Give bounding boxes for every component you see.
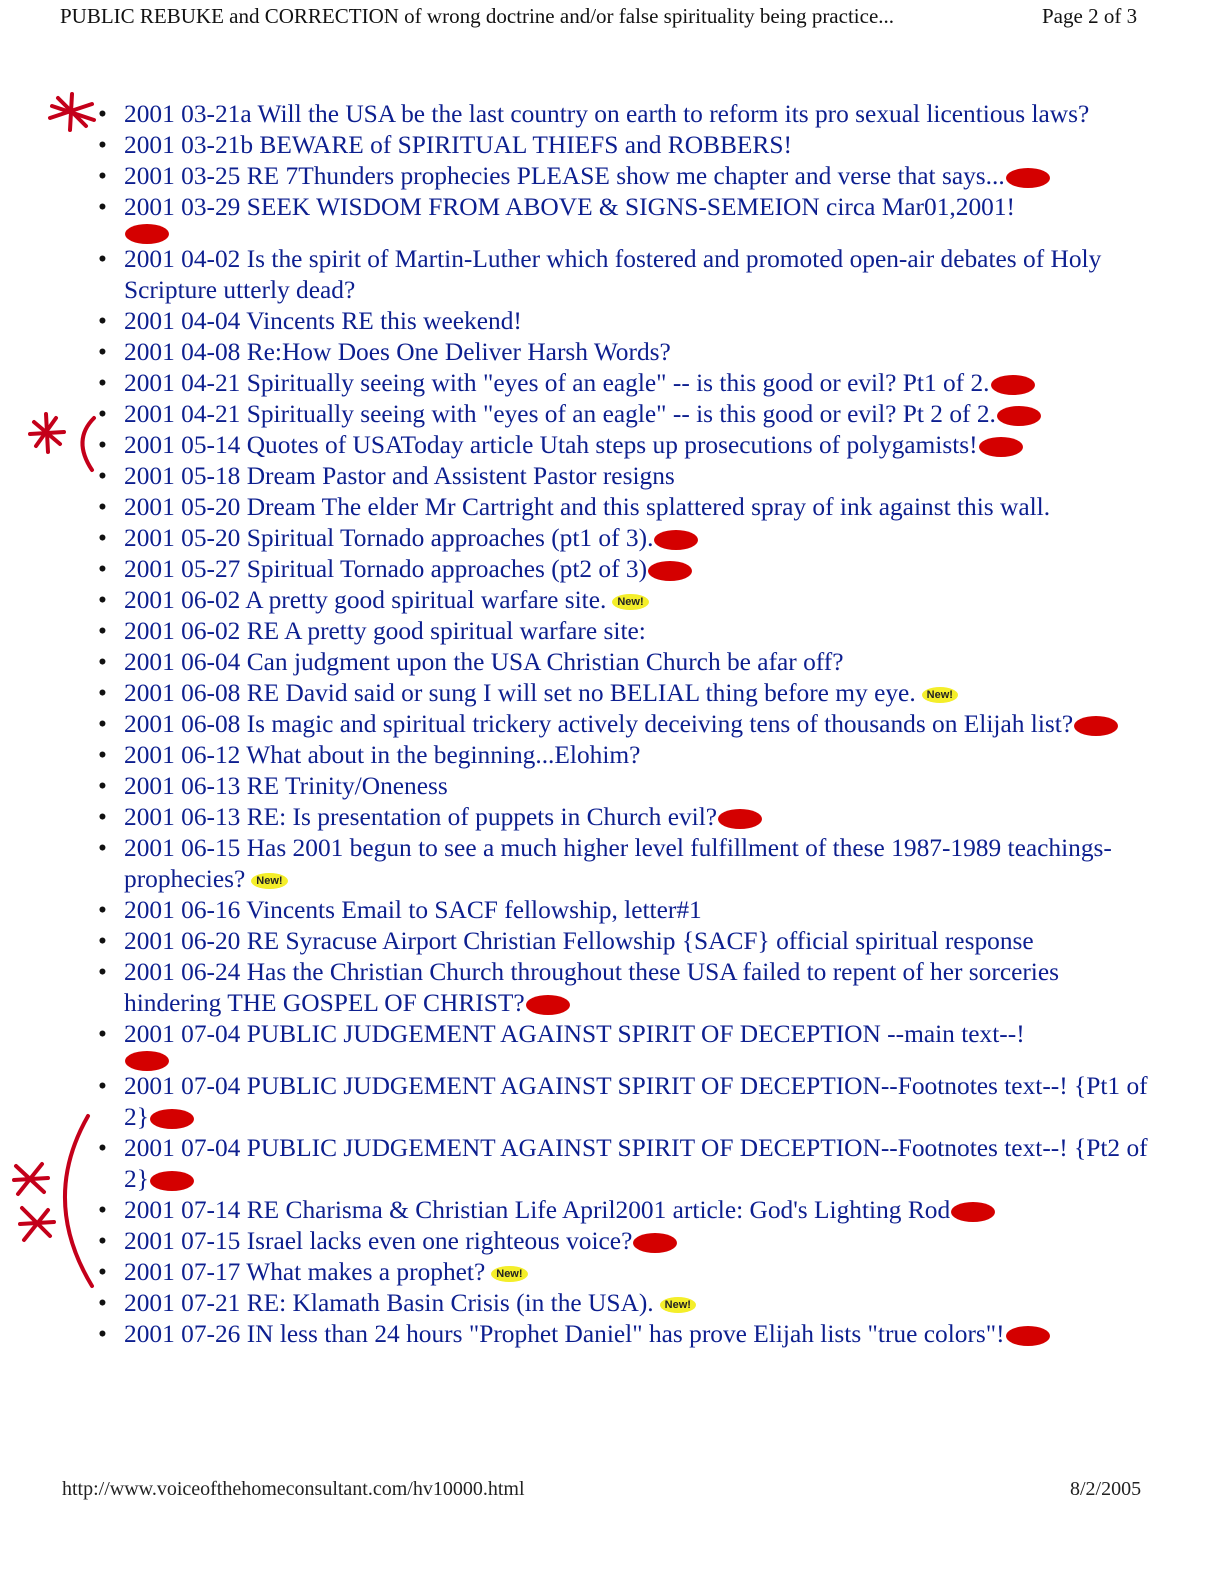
article-link[interactable]: 2001 06-16 Vincents Email to SACF fellowship, letter#1 — [124, 896, 702, 924]
article-link[interactable]: 2001 05-20 Spiritual Tornado approaches (pt1 of 3). — [124, 524, 654, 552]
list-item — [96, 647, 1156, 678]
list-item — [96, 678, 1156, 709]
red-highlight-icon — [526, 995, 570, 1015]
list-item — [96, 1195, 1156, 1226]
red-highlight-icon — [997, 406, 1041, 426]
red-highlight-icon — [150, 1171, 194, 1191]
article-link[interactable]: 2001 03-29 SEEK WISDOM FROM ABOVE & SIGNS-SEMEION circa Mar01,2001! — [124, 193, 1015, 221]
list-item — [96, 554, 1156, 585]
article-link[interactable]: 2001 04-21 Spiritually seeing with "eyes of an eagle" -- is this good or evil? Pt1 of 2. — [124, 369, 990, 397]
list-item — [96, 99, 1156, 130]
new-badge: New! — [922, 687, 958, 703]
article-link-list — [96, 99, 1156, 1350]
page-number: Page 2 of 3 — [1042, 4, 1138, 28]
new-badge: New! — [612, 594, 648, 610]
article-link[interactable]: 2001 06-08 Is magic and spiritual trickery actively deceiving tens of thousands on Elijah list? — [124, 710, 1074, 738]
article-link[interactable]: 2001 03-21b BEWARE of SPIRITUAL THIEFS and ROBBERS! — [124, 131, 792, 159]
list-item — [96, 895, 1156, 926]
red-highlight-icon — [979, 437, 1023, 457]
article-link[interactable]: 2001 07-26 IN less than 24 hours "Prophet Daniel" has prove Elijah lists "true colors"! — [124, 1320, 1005, 1348]
article-link[interactable]: 2001 06-02 RE A pretty good spiritual warfare site: — [124, 617, 646, 645]
asterisk-mark-2 — [30, 414, 94, 470]
list-item — [96, 492, 1156, 523]
article-link[interactable]: 2001 04-21 Spiritually seeing with "eyes of an eagle" -- is this good or evil? Pt 2 of 2. — [124, 400, 996, 428]
list-item — [96, 368, 1156, 399]
list-item — [96, 957, 1156, 1019]
red-highlight-icon — [1006, 168, 1050, 188]
article-link[interactable]: 2001 06-20 RE Syracuse Airport Christian Fellowship {SACF} official spiritual response — [124, 927, 1034, 955]
list-item — [96, 1133, 1156, 1195]
list-item — [96, 771, 1156, 802]
article-link[interactable]: 2001 05-18 Dream Pastor and Assistent Pastor resigns — [124, 462, 675, 490]
new-badge: New! — [491, 1266, 527, 1282]
red-highlight-icon — [633, 1233, 677, 1253]
article-link[interactable]: 2001 07-04 PUBLIC JUDGEMENT AGAINST SPIRIT OF DECEPTION --main text--! — [124, 1020, 1025, 1048]
page-title: PUBLIC REBUKE and CORRECTION of wrong doctrine and/or false spirituality being practice... — [60, 4, 895, 28]
list-item — [96, 1319, 1156, 1350]
article-link[interactable]: 2001 06-15 Has 2001 begun to see a much higher level fulfillment of these 1987-1989 teachings-prophecies? — [124, 834, 1112, 893]
list-item — [96, 337, 1156, 368]
list-item — [96, 399, 1156, 430]
article-link[interactable]: 2001 05-27 Spiritual Tornado approaches (pt2 of 3) — [124, 555, 648, 583]
article-link[interactable]: 2001 05-20 Dream The elder Mr Cartright and this splattered spray of ink against this wall. — [124, 493, 1051, 521]
article-link[interactable]: 2001 06-13 RE: Is presentation of puppets in Church evil? — [124, 803, 718, 831]
article-link[interactable]: 2001 04-08 Re:How Does One Deliver Harsh Words? — [124, 338, 671, 366]
article-link[interactable]: 2001 03-21a Will the USA be the last country on earth to reform its pro sexual licentious laws? — [124, 100, 1090, 128]
list-item — [96, 523, 1156, 554]
list-item — [96, 616, 1156, 647]
article-link[interactable]: 2001 06-02 A pretty good spiritual warfare site. — [124, 586, 607, 614]
list-item — [96, 1071, 1156, 1133]
list-item — [96, 461, 1156, 492]
list-item — [96, 833, 1156, 895]
list-item — [96, 709, 1156, 740]
article-link[interactable]: 2001 06-24 Has the Christian Church throughout these USA failed to repent of her sorceries hindering THE GOSPEL OF CHRIST? — [124, 958, 1060, 1017]
asterisk-mark-1 — [50, 94, 94, 130]
page-url[interactable]: http://www.voiceofthehomeconsultant.com/hv10000.html — [62, 1478, 525, 1500]
article-link[interactable]: 2001 07-14 RE Charisma & Christian Life April2001 article: God's Lighting Rod — [124, 1196, 951, 1224]
list-item — [96, 1257, 1156, 1288]
article-link[interactable]: 2001 07-21 RE: Klamath Basin Crisis (in the USA). — [124, 1289, 654, 1317]
red-highlight-icon — [1006, 1326, 1050, 1346]
list-item — [96, 740, 1156, 771]
red-highlight-icon — [718, 809, 762, 829]
new-badge: New! — [660, 1297, 696, 1313]
list-item — [96, 306, 1156, 337]
new-badge: New! — [251, 873, 287, 889]
article-link[interactable]: 2001 06-13 RE Trinity/Oneness — [124, 772, 448, 800]
article-link[interactable]: 2001 05-14 Quotes of USAToday article Utah steps up prosecutions of polygamists! — [124, 431, 978, 459]
list-item — [96, 926, 1156, 957]
red-highlight-icon — [648, 561, 692, 581]
list-item — [96, 161, 1156, 192]
article-link[interactable]: 2001 07-04 PUBLIC JUDGEMENT AGAINST SPIRIT OF DECEPTION--Footnotes text--! {Pt1 of 2} — [124, 1072, 1148, 1131]
asterisk-mark-3 — [14, 1116, 92, 1286]
article-link[interactable]: 2001 07-15 Israel lacks even one righteous voice? — [124, 1227, 633, 1255]
red-highlight-icon — [1074, 716, 1118, 736]
red-highlight-icon — [125, 1051, 169, 1071]
article-link[interactable]: 2001 06-04 Can judgment upon the USA Christian Church be afar off? — [124, 648, 844, 676]
page-footer — [62, 1478, 1162, 1504]
article-link[interactable]: 2001 04-04 Vincents RE this weekend! — [124, 307, 522, 335]
list-item — [96, 1019, 1156, 1071]
red-highlight-icon — [125, 224, 169, 244]
list-item — [96, 1288, 1156, 1319]
article-link[interactable]: 2001 06-12 What about in the beginning...Elohim? — [124, 741, 641, 769]
list-item — [96, 130, 1156, 161]
red-highlight-icon — [991, 375, 1035, 395]
article-link[interactable]: 2001 07-04 PUBLIC JUDGEMENT AGAINST SPIRIT OF DECEPTION--Footnotes text--! {Pt2 of 2} — [124, 1134, 1148, 1193]
list-item — [96, 244, 1156, 306]
article-link[interactable]: 2001 06-08 RE David said or sung I will set no BELIAL thing before my eye. — [124, 679, 916, 707]
page-header — [60, 4, 1160, 34]
print-date: 8/2/2005 — [1070, 1478, 1142, 1500]
article-link[interactable]: 2001 03-25 RE 7Thunders prophecies PLEASE show me chapter and verse that says... — [124, 162, 1005, 190]
article-link[interactable]: 2001 07-17 What makes a prophet? — [124, 1258, 486, 1286]
list-item — [96, 192, 1156, 244]
red-highlight-icon — [951, 1202, 995, 1222]
article-link[interactable]: 2001 04-02 Is the spirit of Martin-Luther which fostered and promoted open-air debates of Holy Scripture utterly dead? — [124, 245, 1102, 304]
list-item — [96, 1226, 1156, 1257]
red-highlight-icon — [654, 530, 698, 550]
list-item — [96, 802, 1156, 833]
red-highlight-icon — [150, 1109, 194, 1129]
list-item — [96, 430, 1156, 461]
list-item — [96, 585, 1156, 616]
